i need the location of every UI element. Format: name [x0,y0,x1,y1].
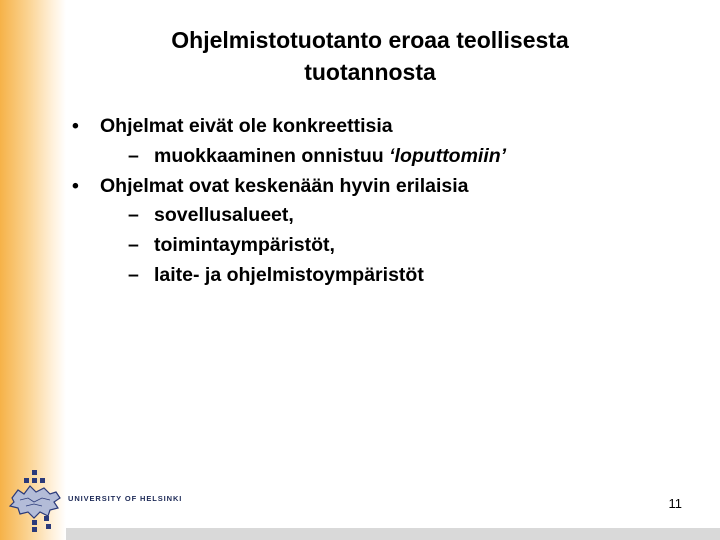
bullet-text: Ohjelmat eivät ole konkreettisia [100,115,393,137]
sub-item-2-1 [72,201,692,231]
dash-marker: – [128,144,139,167]
bullet-text: Ohjelmat ovat keskenään hyvin erilaisia [100,174,469,197]
bullet-marker: • [72,174,79,197]
sub-item-2-3 [72,261,692,291]
slide-title: Ohjelmistotuotanto eroaa teollisesta tuotannosta [171,27,569,85]
sub-item-1-1 [72,142,692,172]
university-logo-icon [2,468,68,532]
sub-item-text: laite- ja ohjelmistoympäristöt [154,263,424,286]
bullet-item-2 [72,172,692,202]
dash-marker: – [128,204,139,227]
sub-item-emphasis: ‘loputtomiin’ [389,144,507,167]
sub-item-text: toimintaympäristöt, [154,234,335,257]
bullet-list [72,112,692,291]
bullet-item-1 [72,112,692,142]
dash-marker: – [128,263,139,286]
sub-item-text: sovellusalueet, [154,204,294,227]
page-number: 11 [668,496,682,511]
dash-marker: – [128,234,139,257]
sub-item-text: muokkaaminen onnistuu [154,144,390,167]
university-name: UNIVERSITY OF HELSINKI [68,494,183,503]
bottom-band [66,528,720,540]
bullet-marker: • [72,115,79,137]
sub-item-2-2 [72,231,692,261]
side-gradient-band [0,0,66,540]
